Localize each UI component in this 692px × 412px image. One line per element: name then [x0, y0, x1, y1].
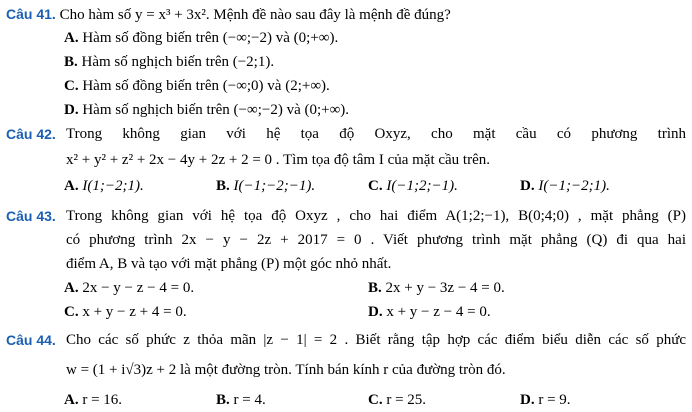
question-stem: điểm A, B và tạo với mặt phẳng (P) một góc nhỏ nhất.: [66, 256, 392, 272]
option-text: Hàm số nghịch biến trên (−∞;−2) và (0;+∞).: [82, 102, 350, 118]
option-text: r = 9.: [538, 392, 571, 408]
option-letter: D.: [64, 102, 79, 118]
option-text: r = 4.: [233, 392, 266, 408]
question-label: Câu 43.: [6, 208, 56, 224]
option-text: r = 16.: [82, 392, 123, 408]
option-b[interactable]: [64, 52, 274, 72]
question-stem-equation: w = (1 + i√3)z + 2 là một đường tròn. Tính bán kính r của đường tròn đó.: [66, 362, 506, 378]
option-text: I(1;−2;1).: [82, 178, 144, 194]
option-letter: A.: [64, 280, 79, 296]
option-text: 2x + y − 3z − 4 = 0.: [385, 280, 505, 296]
question-42-label-line: [6, 124, 56, 144]
question-stem: có phương trình 2x − y − 2z + 2017 = 0 . Viết phương trình mặt phẳng (Q) đi qua hai: [66, 232, 686, 248]
option-text: r = 25.: [386, 392, 427, 408]
option-letter: C.: [368, 392, 383, 408]
option-a[interactable]: [64, 278, 194, 298]
option-d[interactable]: [368, 302, 491, 322]
option-letter: B.: [64, 54, 78, 70]
option-letter: C.: [64, 304, 79, 320]
option-d[interactable]: [520, 176, 610, 196]
option-b[interactable]: [368, 278, 505, 298]
option-a[interactable]: [64, 28, 338, 48]
question-43-label-line: [6, 206, 56, 226]
option-letter: A.: [64, 178, 79, 194]
question-44-label-line: [6, 330, 56, 350]
question-41: [6, 4, 451, 24]
question-stem-equation: x² + y² + z² + 2x − 4y + 2z + 2 = 0 . Tìm tọa độ tâm I của mặt cầu trên.: [66, 152, 491, 168]
option-text: Hàm số đồng biến trên (−∞;0) và (2;+∞).: [82, 78, 330, 94]
option-letter: C.: [368, 178, 383, 194]
question-stem: Cho các số phức z thỏa mãn |z − 1| = 2 . Biết rằng tập hợp các điểm biểu diễn các số phức: [66, 332, 686, 348]
option-letter: B.: [216, 392, 230, 408]
question-label: Câu 42.: [6, 126, 56, 142]
option-d[interactable]: [520, 390, 571, 410]
option-a[interactable]: [64, 390, 122, 410]
option-a[interactable]: [64, 176, 144, 196]
option-text: I(−1;2;−1).: [386, 178, 458, 194]
option-letter: B.: [368, 280, 382, 296]
question-label: Câu 41.: [6, 6, 56, 22]
question-stem: Cho hàm số y = x³ + 3x². Mệnh đề nào sau đây là mệnh đề đúng?: [59, 7, 451, 23]
option-letter: D.: [520, 178, 535, 194]
option-text: 2x − y − z − 4 = 0.: [82, 280, 195, 296]
option-c[interactable]: [64, 302, 187, 322]
option-c[interactable]: [64, 76, 330, 96]
option-letter: C.: [64, 78, 79, 94]
option-b[interactable]: [216, 390, 266, 410]
option-letter: D.: [520, 392, 535, 408]
option-letter: B.: [216, 178, 230, 194]
option-text: x + y − z + 4 = 0.: [82, 304, 187, 320]
question-label: Câu 44.: [6, 332, 56, 348]
option-text: I(−1;−2;−1).: [233, 178, 316, 194]
option-letter: D.: [368, 304, 383, 320]
option-letter: A.: [64, 392, 79, 408]
option-d[interactable]: [64, 100, 349, 120]
option-c[interactable]: [368, 390, 426, 410]
option-letter: A.: [64, 30, 79, 46]
option-text: I(−1;−2;1).: [538, 178, 610, 194]
option-c[interactable]: [368, 176, 458, 196]
question-stem: Trong không gian với hệ tọa độ Oxyz, cho mặt cầu có phương trình: [66, 126, 686, 142]
question-stem: Trong không gian với hệ tọa độ Oxyz , cho hai điểm A(1;2;−1), B(0;4;0) , mặt phẳng (P): [66, 208, 686, 224]
option-text: x + y − z − 4 = 0.: [386, 304, 491, 320]
option-text: Hàm số nghịch biến trên (−2;1).: [81, 54, 275, 70]
option-text: Hàm số đồng biến trên (−∞;−2) và (0;+∞).: [82, 30, 339, 46]
option-b[interactable]: [216, 176, 315, 196]
